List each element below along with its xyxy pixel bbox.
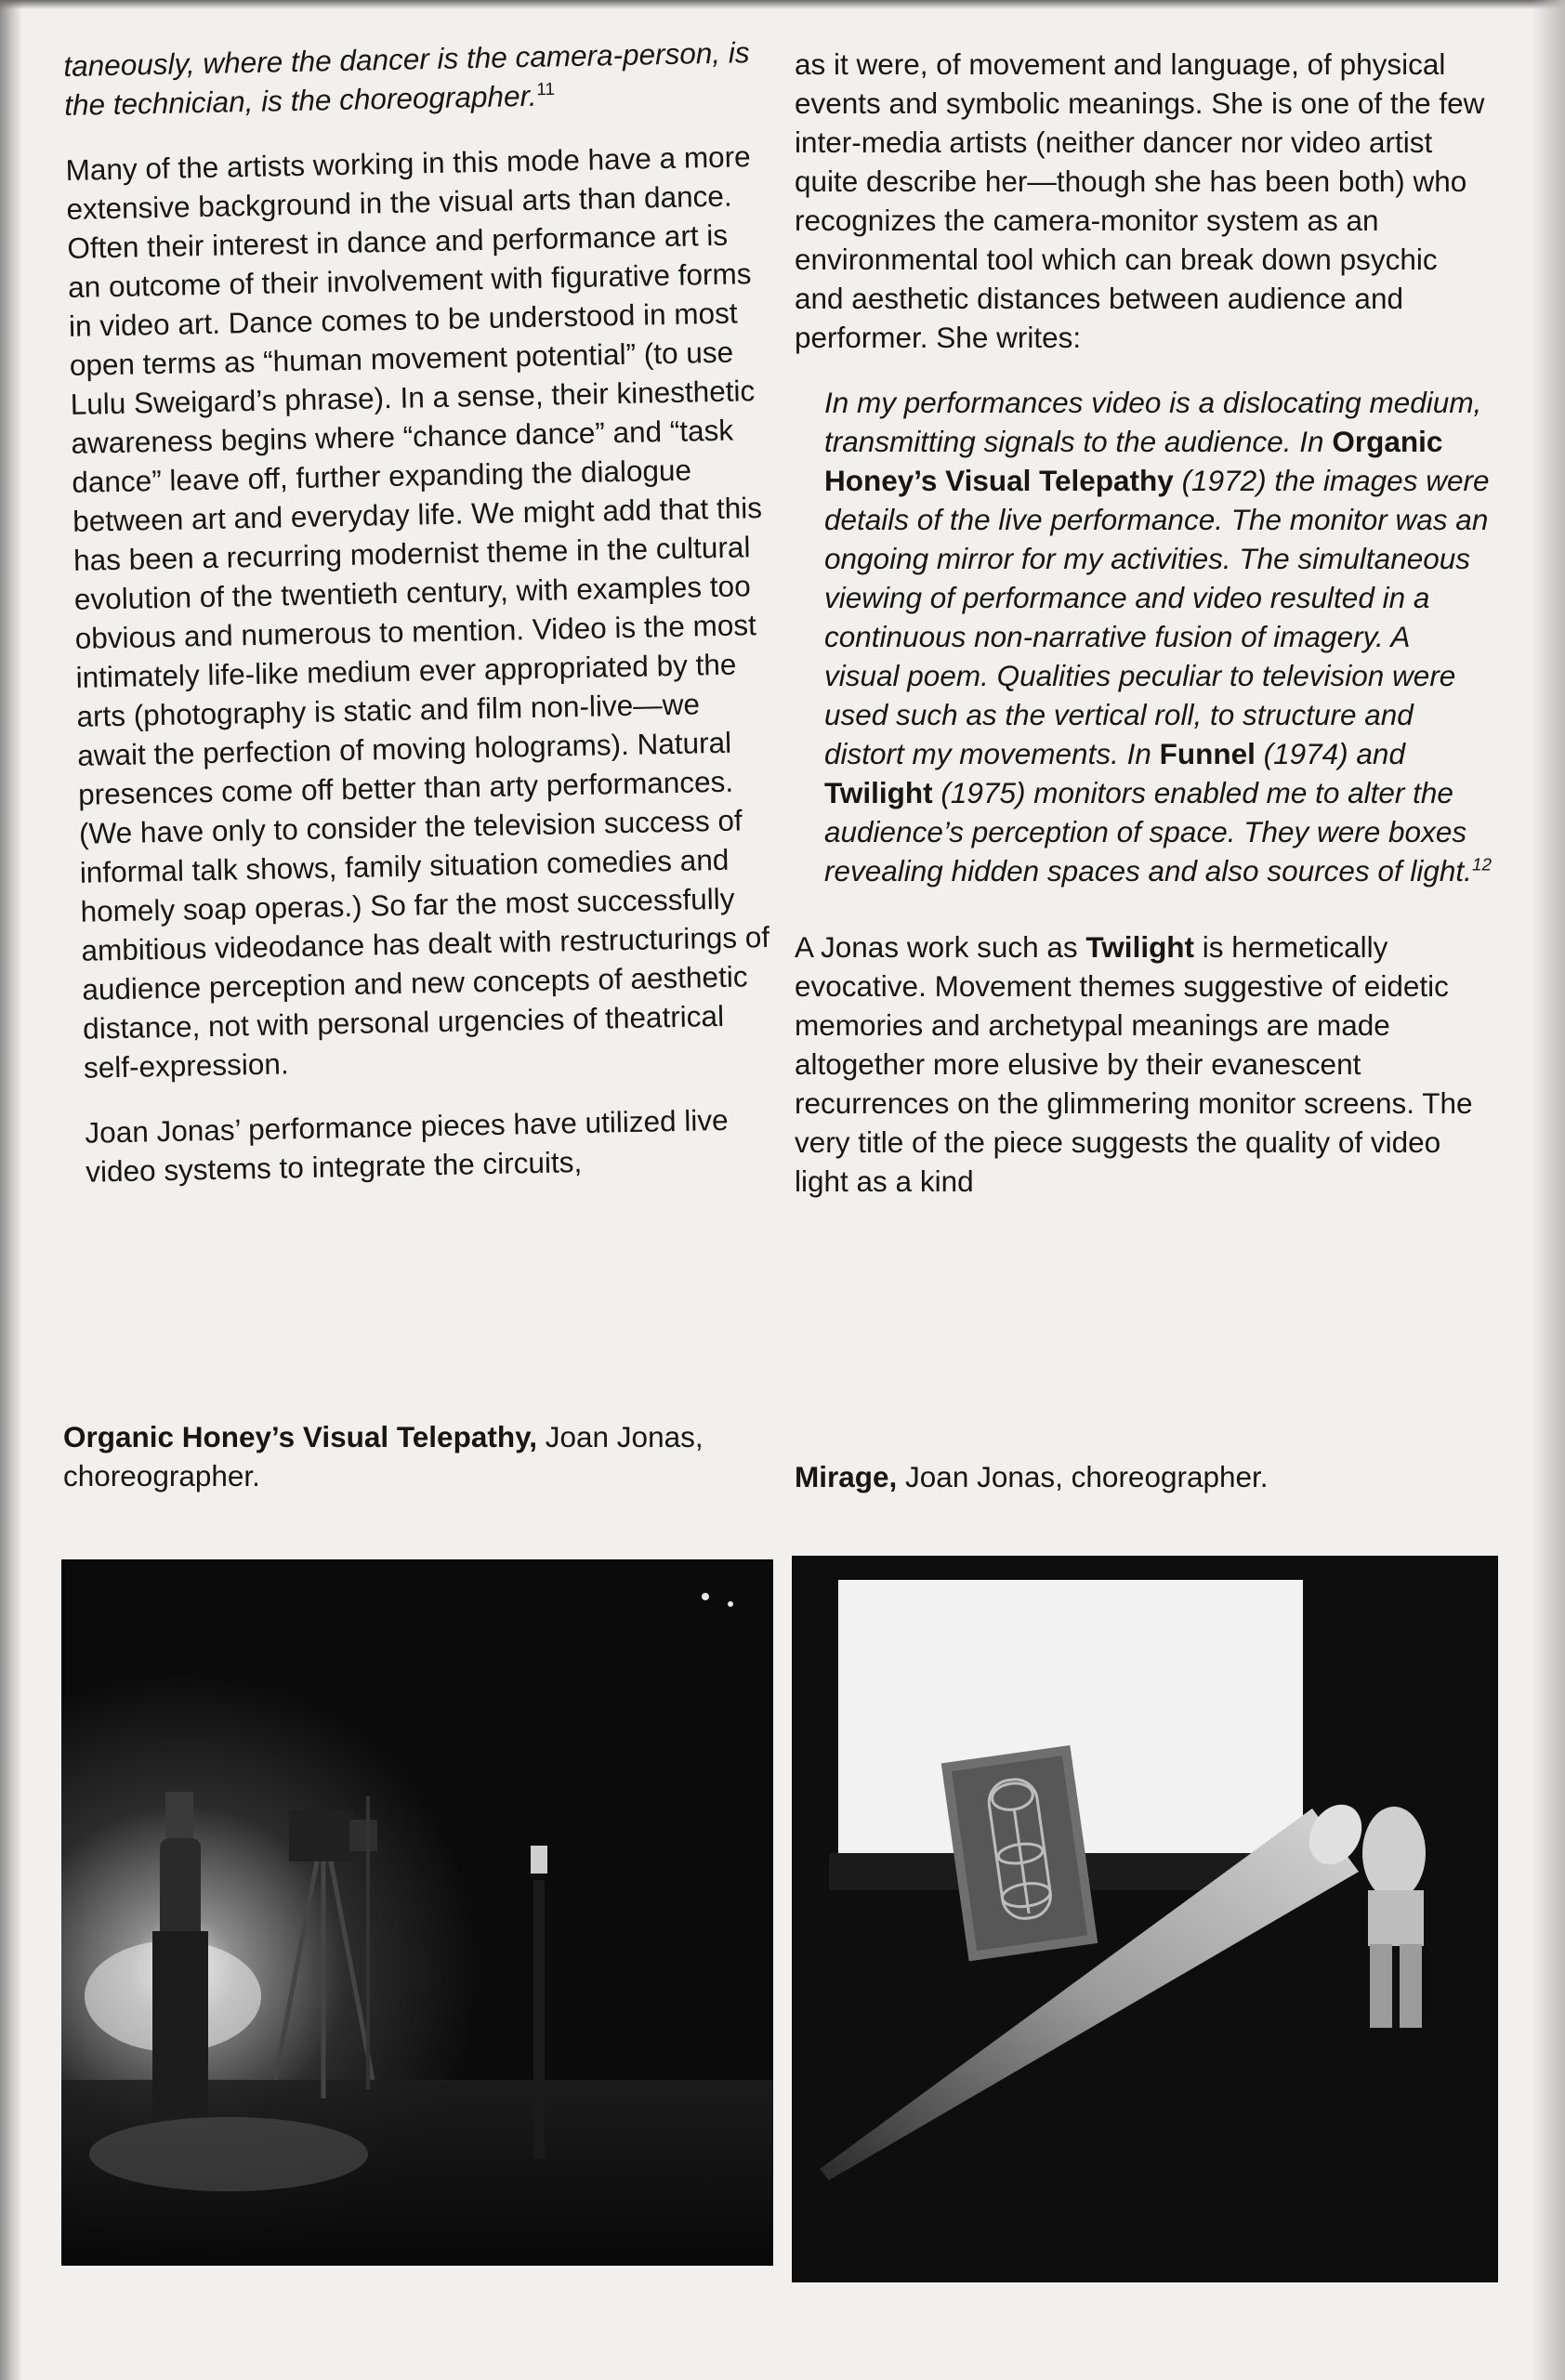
photo-caption-right [795, 1457, 1482, 1496]
quote-text: In my performances video is a dislocating medium, transmitting signals to the audience. In [824, 386, 1482, 458]
title-twilight: Twilight [1085, 930, 1195, 964]
body-paragraph [795, 927, 1492, 1201]
caption-title: Organic Honey’s Visual Telepathy, [63, 1420, 537, 1453]
intro-italic-paragraph [63, 33, 764, 125]
caption-text: Joan Jonas, choreographer. [897, 1460, 1269, 1493]
photo-organic-honey [61, 1559, 773, 2266]
intro-italic-text: taneously, where the dancer is the camera-person, is the technician, is the choreographer. [63, 35, 750, 122]
body-paragraph: Joan Jonas’ performance pieces have utilized live video systems to integrate the circuits, [85, 1102, 729, 1189]
photo-mirage-graphic [792, 1556, 1498, 2282]
caption-title: Mirage, [795, 1460, 898, 1493]
left-column [63, 33, 785, 1217]
photo-caption-left [63, 1417, 714, 1495]
body-paragraph: as it were, of movement and language, of physical events and symbolic meanings. She is one of the few inter-media artists (neither dancer nor video artist quite describe her—though she has been both) who recognizes the camera-monitor system as an environmental tool which can break down psychic and aesthetic distances between audience and performer. She writes: [795, 47, 1485, 354]
page-right-shadow [1532, 0, 1565, 2380]
page-top-shadow [0, 0, 1565, 9]
quote-title-organic-honey: Organic Honey’s Visual Telepathy [824, 425, 1443, 497]
quote-text: (1972) the images were details of the live performance. The monitor was an ongoing mirror for my activities. The simultaneous viewing of performance and video resulted in a continuous non-narrative fusion of imagery. A visual poem. Qualities peculiar to television were used such as the vertical roll, to structure and distort my movements. In [824, 464, 1490, 770]
page-edge-shadow [0, 0, 22, 2380]
photo-mirage [792, 1556, 1498, 2282]
caption-text: Joan Jonas, choreographer. [63, 1420, 704, 1492]
quote-text: (1975) monitors enabled me to alter the audience’s perception of space. They were boxes revealing hidden spaces and also sources of light. [824, 776, 1472, 888]
body-text: is hermetically evocative. Movement themes suggestive of eidetic memories and archetypal meanings are made altogether more elusive by their evanescent recurrences on the glimmering monitor screens. The very title of the piece suggests the quality of video light as a kind [795, 930, 1473, 1198]
body-text: A Jonas work such as [795, 930, 1086, 964]
photo-organic-honey-graphic [61, 1559, 773, 2266]
footnote-ref-11: 11 [536, 79, 556, 100]
body-paragraph: Many of the artists working in this mode have a more extensive background in the visual arts than dance. Often their interest in dance and performance art is an outcome of their involvement with figurative forms in video art. Dance comes to be understood in most open terms as “human movement potential” (to use Lulu Sweigard’s phrase). In a sense, their kinesthetic awareness begins where “chance dance” and “task dance” leave off, further expanding the dialogue between art and everyday life. We might add that this has been a recurring modernist theme in the cultural evolution of the twentieth century, with examples too obvious and numerous to mention. Video is the most intimately life-like medium ever appropriated by the arts (photography is static and film non-live—we await the perfection of moving holograms). Natural presences come off better than arty performances. (We have only to consider the television success of informal talk shows, family situation comedies and homely soap operas.) So far the most successfully ambitious videodance has dealt with restructurings of audience perception and new concepts of aesthetic distance, not with personal urgencies of theatrical self-expression. [65, 139, 770, 1085]
quote-title-twilight: Twilight [824, 776, 933, 809]
quote-text: (1974) and [1255, 737, 1405, 770]
block-quote [824, 383, 1492, 890]
right-column [795, 45, 1492, 1227]
footnote-ref-12: 12 [1471, 855, 1492, 875]
quote-title-funnel: Funnel [1159, 737, 1256, 770]
